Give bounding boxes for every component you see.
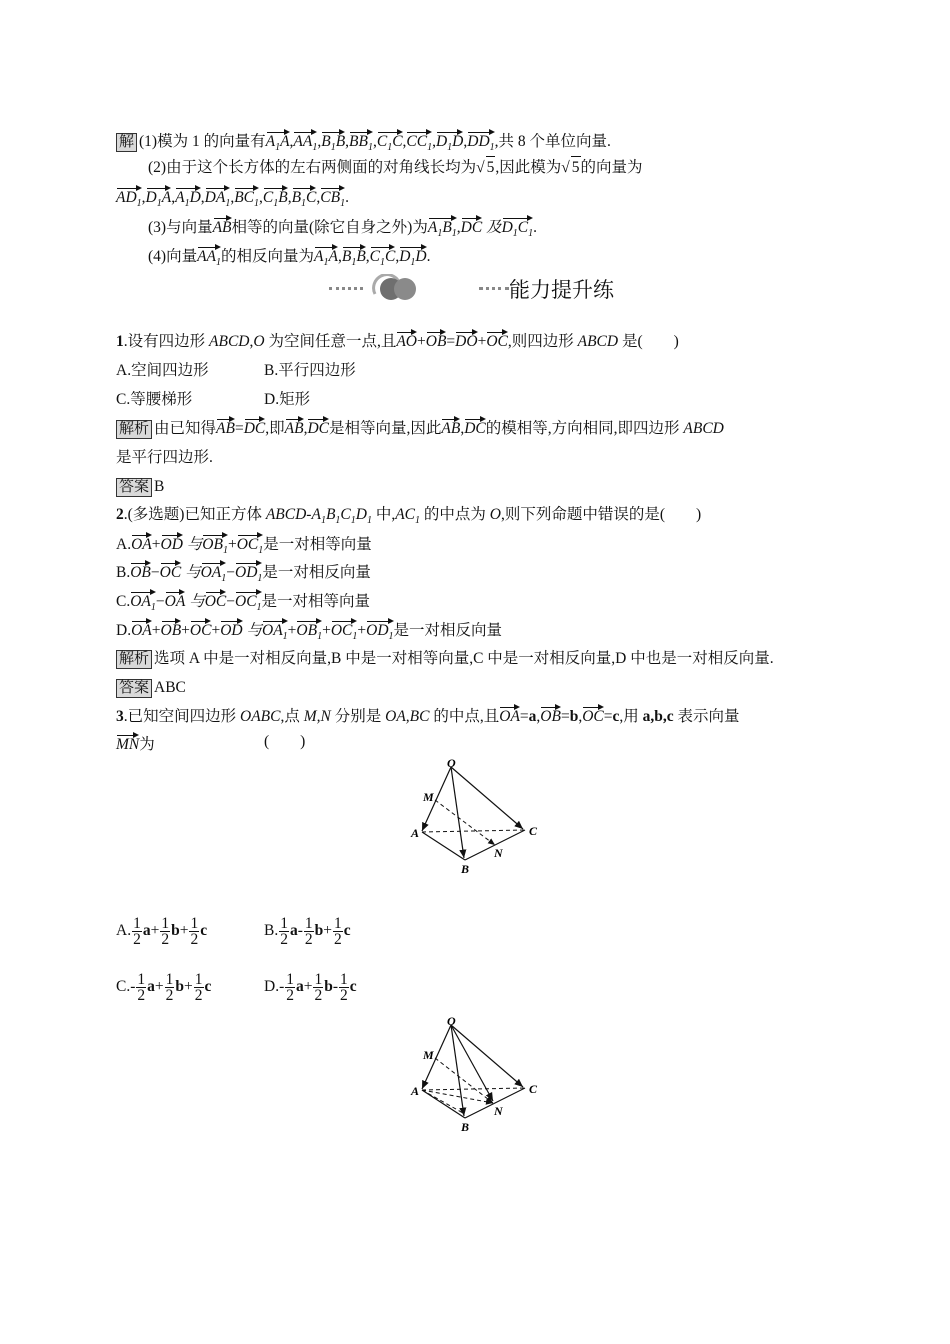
section-title: 能力提升练 — [509, 278, 614, 302]
solution-line-4: (3)与向量AB相等的向量(除它自身之外)为$A_1B_1,DC$ 及$D_1C_1$. — [148, 214, 537, 242]
q3-stem-cont: MN为 ( ) — [116, 733, 306, 753]
label-a: A — [411, 826, 420, 840]
q1-option-c: C.等腰梯形 — [116, 391, 193, 408]
solution-line-3: $AD_1,D_1A,A_1D,DA_1,BC_1,C_1B,B_1C,CB_1$. — [116, 184, 349, 212]
label-n: N — [494, 1104, 503, 1118]
solution-line-5: (4)向量$AA_1$的相反向量为$A_1A,B_1B,C_1C,D_1D$. — [148, 243, 431, 271]
label-o: O — [447, 1014, 456, 1028]
q2-option-a: A.OA+OD 与$OB_1+OC_1$是一对相等向量 — [116, 531, 372, 559]
q1-explanation-cont: 是平行四边形. — [116, 449, 213, 466]
label-o: O — [447, 756, 456, 770]
q2-option-d: D.OA+OB+OC+OD 与$OA_1+OB_1+OC_1+OD_1$是一对相反向量 — [116, 617, 502, 645]
tetrahedron-figure-1 — [405, 755, 555, 880]
q3-option-b: B. $\frac{1}{2}$ a- $\frac{1}{2}$ b+ $\frac{1}{2}$ c — [264, 914, 351, 948]
q3-stem: 3.已知空间四边形 OABC,点 M,N 分别是 OA,BC 的中点,且OA=a,OB=b,OC=c,用 a,b,c 表示向量 — [116, 703, 740, 728]
dots-right — [479, 287, 509, 290]
q3-option-a: A. $\frac{1}{2}$ a+ $\frac{1}{2}$ b+ $\frac{1}{2}$ c — [116, 914, 208, 948]
answer-tag: 答案 — [116, 679, 152, 698]
label-n: N — [494, 846, 503, 860]
answer-tag: 答案 — [116, 478, 152, 497]
tetrahedron-figure-2 — [405, 1013, 555, 1138]
q1-answer: 答案 B — [116, 476, 164, 498]
solution-tag: 解 — [116, 133, 137, 152]
explanation-tag: 解析 — [116, 420, 152, 439]
q1-stem: 1.设有四边形 ABCD,O 为空间任意一点,且AO+OB=DO+OC,则四边形 ABCD 是( ) — [116, 328, 679, 353]
q2-explanation: 解析 选项 A 中是一对相反向量,B 中是一对相等向量,C 中是一对相反向量,D 中也是一对相反向量. — [116, 648, 774, 670]
q2-stem: 2.(多选题)已知正方体 ABCD-$A_1B_1C_1D_1$ 中$,AC_1$ 的中点为 O,则下列命题中错误的是( ) — [116, 506, 702, 527]
dots-left — [329, 287, 363, 290]
label-m: M — [423, 1048, 434, 1062]
label-b: B — [461, 862, 470, 876]
label-m: M — [423, 790, 434, 804]
section-badge-icon — [367, 274, 427, 304]
label-c: C — [529, 824, 538, 838]
solution-line-1: 解 (1)模为 1 的向量有$A_1A,AA_1,B_1B,BB_1,C_1C,CC_1,D_1D,DD_1$,共 8 个单位向量. — [116, 128, 611, 156]
label-a: A — [411, 1084, 420, 1098]
label-b: B — [461, 1120, 470, 1134]
q1-option-d: D.矩形 — [264, 391, 311, 408]
q2-option-b: B.OB−OC 与$OA_1-OD_1$是一对相反向量 — [116, 559, 371, 587]
label-c: C — [529, 1082, 538, 1096]
q2-option-c: $C.OA_1-OA$ 与$OC-OC_1$是一对相等向量 — [116, 588, 370, 616]
q2-answer: 答案 ABC — [116, 677, 186, 699]
q1-explanation: 解析 由已知得AB=DC,即AB,DC是相等向量,因此AB,DC的模相等,方向相同,即四边形 ABCD — [116, 415, 724, 440]
q3-option-c: C.- $\frac{1}{2}$ a+ $\frac{1}{2}$ b+ $\frac{1}{2}$ c — [116, 970, 212, 1004]
q1-option-a: A.空间四边形 — [116, 362, 209, 379]
explanation-tag: 解析 — [116, 650, 152, 669]
q3-option-d: D.- $\frac{1}{2}$ a+ $\frac{1}{2}$ b- $\frac{1}{2}$ c — [264, 970, 357, 1004]
solution-line-2: (2)由于这个长方体的左右两侧面的对角线长均为√ 5,因此模为√ 5的向量为 — [148, 156, 643, 179]
q1-option-b: B.平行四边形 — [264, 362, 356, 379]
